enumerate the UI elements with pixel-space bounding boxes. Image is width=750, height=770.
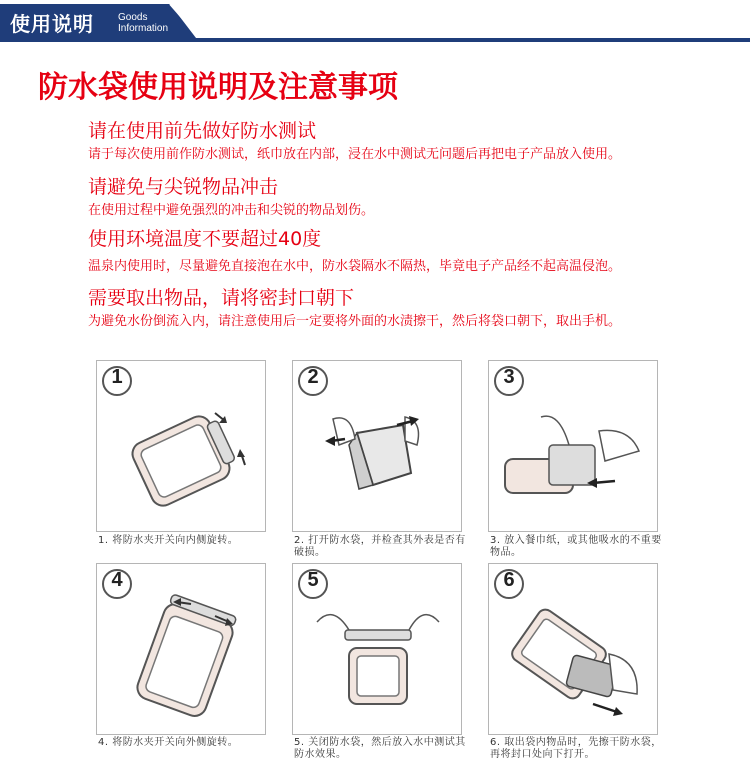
notice-description: 请于每次使用前作防水测试，纸巾放在内部，浸在水中测试无问题后再把电子产品放入使用。 (88, 147, 622, 162)
notice-section-3 (88, 228, 621, 276)
header-background (0, 0, 750, 44)
notice-heading: 请避免与尖锐物品冲击 (88, 176, 279, 198)
notice-section-2 (88, 176, 374, 220)
notice-heading: 使用环境温度不要超过40度 (88, 228, 322, 250)
step-panel-5 (292, 563, 462, 735)
step-number: 4 (111, 569, 123, 591)
step-number: 1 (111, 366, 123, 388)
header-title-en-line1: Goods (118, 12, 148, 23)
header-title-cn: 使用说明 (10, 12, 94, 36)
step-panel-1 (96, 360, 266, 532)
step-number: 3 (503, 366, 515, 388)
header-title-en-line2: Information (118, 23, 169, 34)
notice-description: 温泉内使用时，尽量避免直接泡在水中，防水袋隔水不隔热，毕竟电子产品经不起高温侵泡。 (88, 259, 622, 274)
step-panel-4 (96, 563, 266, 735)
step-number: 6 (503, 569, 515, 591)
step-panel-6 (488, 563, 658, 735)
step-caption-4: 4. 将防水夹开关向外侧旋转。 (98, 737, 239, 748)
step-caption-2: 2. 打开防水袋，并检查其外表是否有破损。 (294, 535, 466, 558)
step-caption-6: 6. 取出袋内物品时，先擦干防水袋，再将封口处向下打开。 (490, 737, 662, 760)
step-number: 5 (307, 569, 319, 591)
step-caption-3: 3. 放入餐巾纸，或其他吸水的不重要物品。 (490, 535, 662, 558)
header-bar (0, 0, 750, 44)
notice-heading: 请在使用前先做好防水测试 (88, 120, 317, 142)
page-title: 防水袋使用说明及注意事项 (38, 70, 398, 105)
step-caption-5: 5. 关闭防水袋，然后放入水中测试其防水效果。 (294, 737, 466, 760)
notice-section-4 (88, 287, 621, 331)
notice-section-1 (88, 120, 621, 164)
notice-description: 在使用过程中避免强烈的冲击和尖锐的物品划伤。 (88, 203, 375, 218)
notice-heading: 需要取出物品，请将密封口朝下 (88, 287, 355, 309)
step-panel-3 (488, 360, 658, 532)
step-panel-2 (292, 360, 462, 532)
step-number: 2 (307, 366, 319, 388)
step-caption-1: 1. 将防水夹开关向内侧旋转。 (98, 535, 239, 546)
notice-description: 为避免水份倒流入内，请注意使用后一定要将外面的水渍擦干，然后将袋口朝下，取出手机。 (88, 314, 622, 329)
